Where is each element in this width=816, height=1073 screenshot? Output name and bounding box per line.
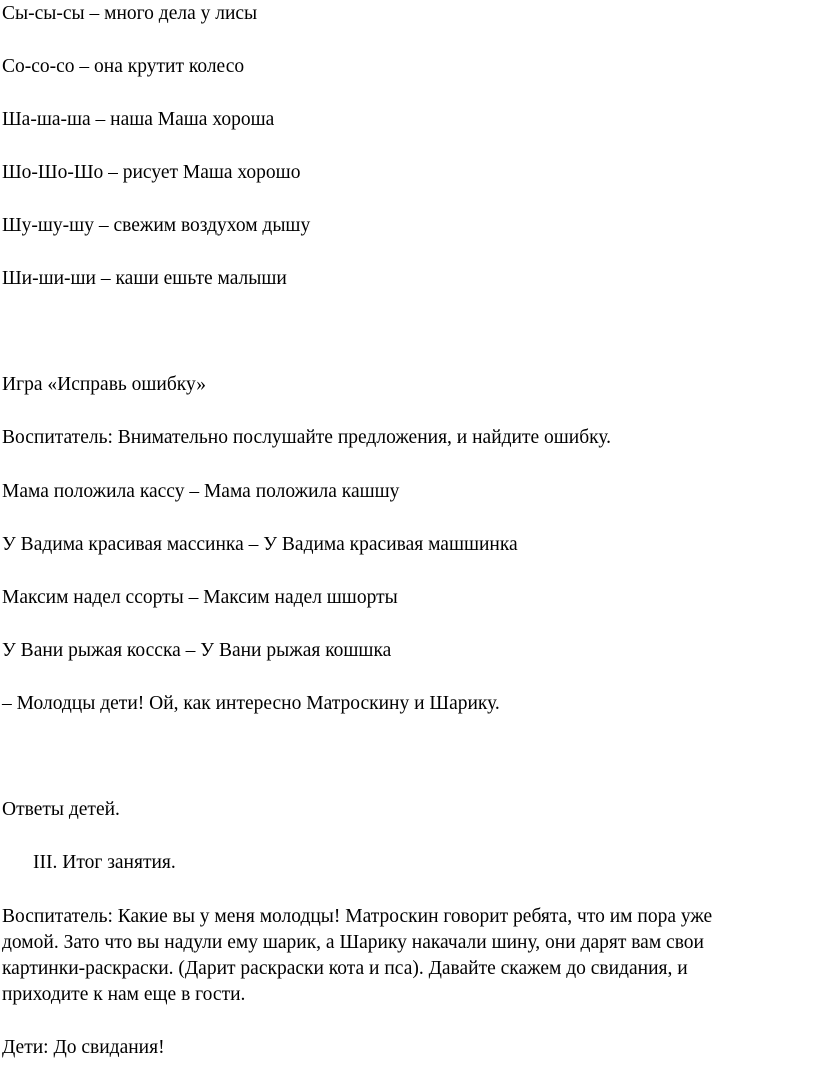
rhyme-line-1: Сы-сы-сы – много дела у лисы [2, 3, 258, 24]
closing-paragraph-line: Воспитатель: Какие вы у меня молодцы! Матроскин говорит ребята, что им пора уже [2, 906, 713, 927]
children-answers: Ответы детей. [2, 799, 120, 820]
teacher-instruction: Воспитатель: Внимательно послушайте предложения, и найдите ошибку. [2, 427, 612, 448]
teacher-praise: – Молодцы дети! Ой, как интересно Матроскину и Шарику. [2, 693, 500, 714]
children-farewell: Дети: До свидания! [2, 1037, 165, 1058]
sentence-line-3: Максим надел ссорты – Максим надел шшорты [2, 587, 398, 608]
game-title: Игра «Исправь ошибку» [2, 374, 206, 395]
closing-paragraph [2, 904, 802, 1008]
rhyme-line-2: Со-со-со – она крутит колесо [2, 56, 245, 77]
closing-paragraph-line: приходите к нам еще в гости. [2, 984, 246, 1005]
rhyme-line-6: Ши-ши-ши – каши ешьте малыши [2, 268, 287, 289]
rhyme-line-3: Ша-ша-ша – наша Маша хороша [2, 109, 275, 130]
closing-paragraph-line: домой. Зато что вы надули ему шарик, а Шарику накачали шину, они дарят вам свои [2, 932, 704, 953]
sentence-line-2: У Вадима красивая массинка – У Вадима красивая машшинка [2, 534, 518, 555]
rhyme-line-5: Шу-шу-шу – свежим воздухом дышу [2, 215, 311, 236]
section-heading: III. Итог занятия. [33, 852, 176, 873]
rhyme-line-4: Шо-Шо-Шо – рисует Маша хорошо [2, 162, 301, 183]
sentence-line-4: У Вани рыжая косска – У Вани рыжая кошшка [2, 640, 392, 661]
closing-paragraph-line: картинки-раскраски. (Дарит раскраски кота и пса). Давайте скажем до свидания, и [2, 958, 688, 979]
sentence-line-1: Мама положила кассу – Мама положила кашшу [2, 481, 400, 502]
